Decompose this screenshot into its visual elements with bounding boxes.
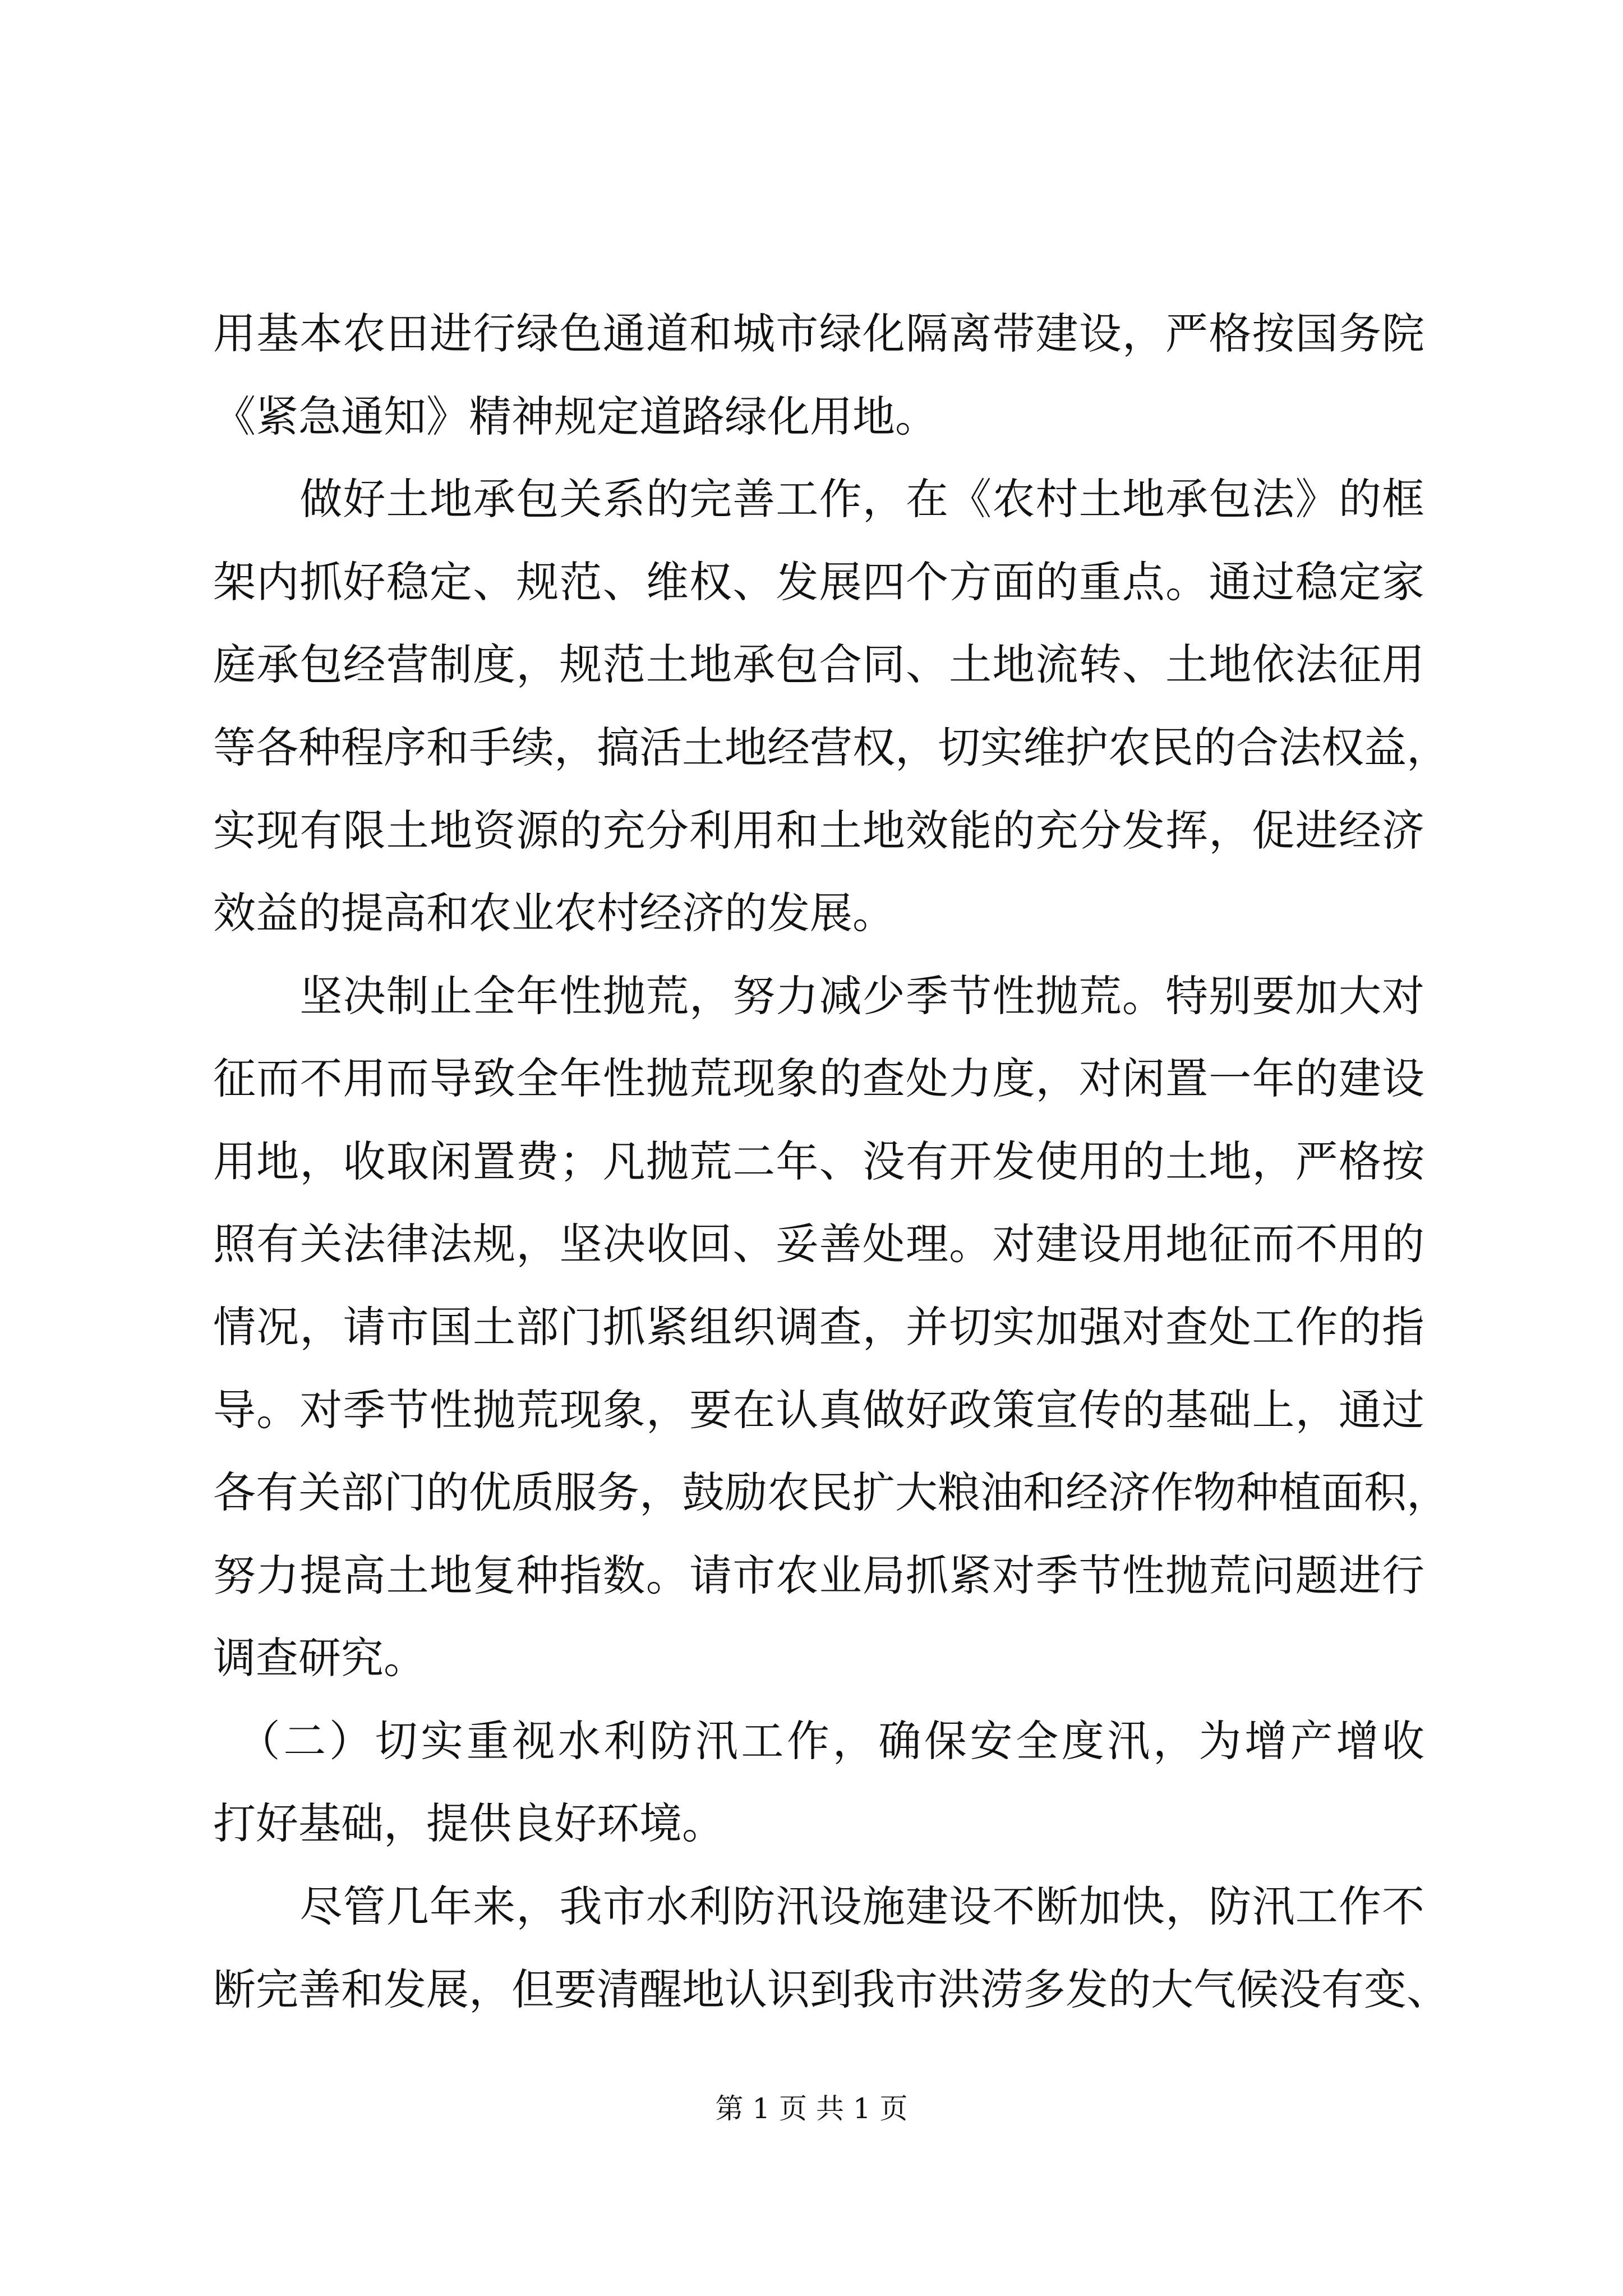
text-line-3: 做好土地承包关系的完善工作，在《农村土地承包法》的框: [213, 474, 1424, 524]
text-line-15: 各有关部门的优质服务，鼓励农民扩大粮油和经济作物种植面积，: [213, 1467, 1449, 1517]
text-line-14: 导。对季节性抛荒现象，要在认真做好政策宣传的基础上，通过: [213, 1385, 1424, 1435]
text-line-21: 断完善和发展，但要清醒地认识到我市洪涝多发的大气候没有变、: [213, 1964, 1449, 2014]
text-line-5: 庭承包经营制度，规范土地承包合同、土地流转、土地依法征用: [213, 639, 1424, 689]
text-line-10: 征而不用而导致全年性抛荒现象的查处力度，对闲置一年的建设: [213, 1053, 1424, 1103]
text-line-16: 努力提高土地复种指数。请市农业局抓紧对季节性抛荒问题进行: [213, 1550, 1424, 1600]
text-line-8: 效益的提高和农业农村经济的发展。: [213, 888, 895, 938]
text-line-1: 用基本农田进行绿色通道和城市绿化隔离带建设，严格按国务院: [213, 309, 1424, 358]
text-line-2: 《紧急通知》精神规定道路绿化用地。: [213, 392, 938, 441]
text-line-13: 情况，请市国土部门抓紧组织调查，并切实加强对查处工作的指: [213, 1302, 1424, 1352]
text-line-18: （二）切实重视水利防汛工作，确保安全度汛，为增产增收: [213, 1716, 1424, 1766]
text-line-12: 照有关法律法规，坚决收回、妥善处理。对建设用地征而不用的: [213, 1219, 1424, 1269]
text-line-7: 实现有限土地资源的充分利用和土地效能的充分发挥，促进经济: [213, 806, 1424, 855]
text-line-11: 用地，收取闲置费；凡抛荒二年、没有开发使用的土地，严格按: [213, 1137, 1424, 1186]
text-line-4: 架内抓好稳定、规范、维权、发展四个方面的重点。通过稳定家: [213, 557, 1424, 607]
text-line-17: 调查研究。: [213, 1633, 426, 1683]
text-line-9: 坚决制止全年性抛荒，努力减少季节性抛荒。特别要加大对: [213, 971, 1424, 1021]
page-footer: 第 1 页 共 1 页: [715, 2092, 908, 2125]
text-line-19: 打好基础，提供良好环境。: [213, 1798, 725, 1848]
text-line-20: 尽管几年来，我市水利防汛设施建设不断加快，防汛工作不: [213, 1881, 1424, 1931]
text-line-6: 等各种程序和手续，搞活土地经营权，切实维护农民的合法权益，: [213, 723, 1449, 772]
